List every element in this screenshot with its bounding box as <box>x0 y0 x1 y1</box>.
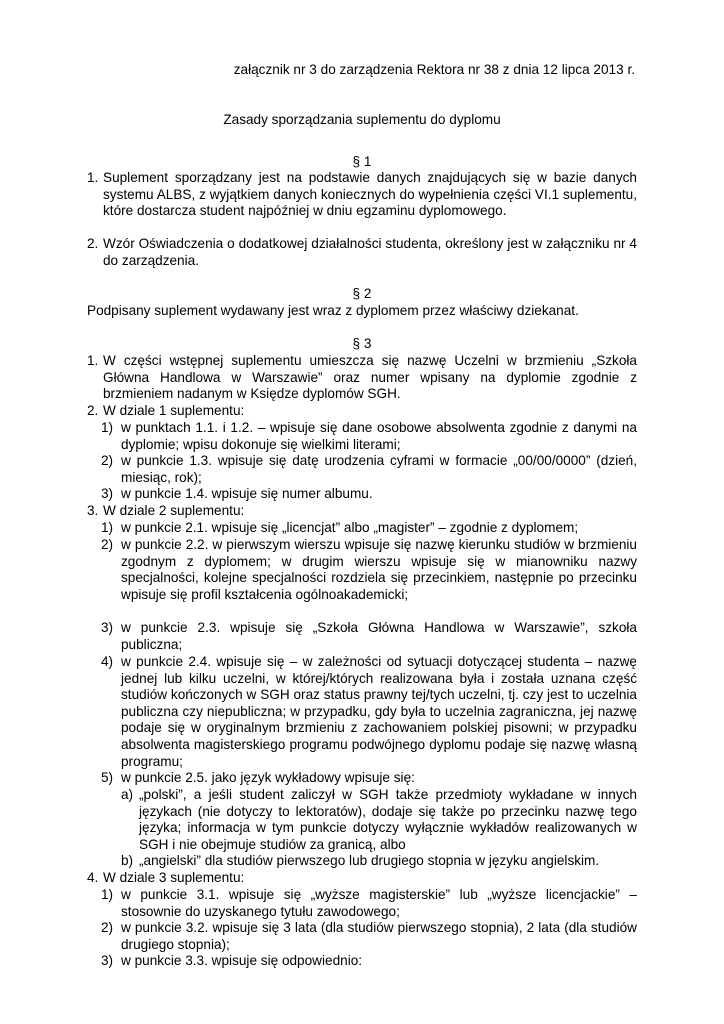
section-2-text: Podpisany suplement wydawany jest wraz z dyplomem przez właściwy dziekanat. <box>87 303 579 318</box>
subitem-number: 1) <box>101 420 114 435</box>
subitem-text: w punkcie 3.3. wpisuje się odpowiednio: <box>121 953 363 968</box>
subitem-text: w punkcie 2.4. wpisuje się – w zależności od sytuacji dotyczącej studenta – nazwę jednej lub kilku uczelni, w której/których realizowana była i została uznana część studiów kończonych w SGH oraz status prawny tej/tych uczelni, tj. czy jest to uczelnia publiczna czy niepubliczna; w przypadku, gdy była to uczelnia zagraniczna, jej nazwę podaje się w oryginalnym brzmieniu z zachowaniem polskiej pisowni; w przypadku absolwenta magisterskiego programu podwójnego dyplomu podaje się nazwę własną programu; <box>121 654 637 769</box>
subitem-number: 4) <box>101 654 114 669</box>
item-number: 4. <box>87 870 99 885</box>
subitem-number: 5) <box>101 770 114 785</box>
subitem-number: 2) <box>101 920 114 935</box>
item-text: W dziale 1 suplementu: <box>103 403 245 418</box>
item-number: 2. <box>87 403 99 418</box>
subitem-text: w punktach 1.1. i 1.2. – wpisuje się dane osobowe absolwenta zgodnie z danymi na dyplomie; wpisu dokonuje się wielkimi literami; <box>121 420 637 452</box>
subitem-text: w punkcie 2.2. w pierwszym wierszu wpisuje się nazwę kierunku studiów w brzmieniu zgodnym z dyplomem; w drugim wierszu wpisuje się w mianowniku nazwy specjalności, kolejne specjalności rozdziela się przecinkiem, następnie po przecinku wpisuje się profil kształcenia ogólnoakademicki; <box>121 537 637 602</box>
item-text: Wzór Oświadczenia o dodatkowej działalności studenta, określony jest w załączniku nr 4 do zarządzenia. <box>103 236 637 268</box>
section-1-heading: § 1 <box>352 154 372 169</box>
item-number: 1. <box>87 170 99 185</box>
item-text: W dziale 2 suplementu: <box>103 503 245 518</box>
subitem-number: 1) <box>101 887 114 902</box>
subitem-text: w punkcie 1.3. wpisuje się datę urodzenia cyframi w formacie „00/00/0000” (dzień, miesiąc, rok); <box>121 453 637 485</box>
item-text: W dziale 3 suplementu: <box>103 870 245 885</box>
subsubitem-letter: b) <box>121 853 134 868</box>
subitem-text: w punkcie 3.1. wpisuje się „wyższe magisterskie” lub „wyższe licencjackie” – stosownie do uzyskanego tytułu zawodowego; <box>121 887 637 919</box>
subsubitem-text: „angielski” dla studiów pierwszego lub drugiego stopnia w języku angielskim. <box>139 853 600 868</box>
annex-reference: załącznik nr 3 do zarządzenia Rektora nr 38 z dnia 12 lipca 2013 r. <box>233 62 635 77</box>
subitem-text: w punkcie 2.1. wpisuje się „licencjat” albo „magister” – zgodnie z dyplomem; <box>121 520 579 535</box>
item-text: W części wstępnej suplementu umieszcza się nazwę Uczelni w brzmieniu „Szkoła Główna Handlowa w Warszawie” oraz numer wpisany na dyplomie zgodnie z brzmieniem nadanym w Księdze dyplomów SGH. <box>103 353 637 402</box>
subitem-number: 3) <box>101 953 114 968</box>
item-number: 3. <box>87 503 99 518</box>
item-number: 1. <box>87 353 99 368</box>
subitem-number: 1) <box>101 520 114 535</box>
subitem-number: 2) <box>101 537 114 552</box>
subitem-number: 3) <box>101 486 114 501</box>
subitem-text: w punkcie 2.5. jako język wykładowy wpisuje się: <box>121 770 415 785</box>
item-text: Suplement sporządzany jest na podstawie danych znajdujących się w bazie danych systemu ALBS, z wyjątkiem danych koniecznych do wypełnienia części VI.1 suplementu, które dostarcza student najpóźniej w dniu egzaminu dyplomowego. <box>103 170 637 219</box>
subsubitem-letter: a) <box>121 787 134 802</box>
document-title: Zasady sporządzania suplementu do dyplomu <box>223 112 501 127</box>
subitem-text: w punkcie 1.4. wpisuje się numer albumu. <box>121 486 373 501</box>
subitem-text: w punkcie 3.2. wpisuje się 3 lata (dla studiów pierwszego stopnia), 2 lata (dla studiów drugiego stopnia); <box>121 920 637 952</box>
item-number: 2. <box>87 236 99 251</box>
section-2-heading: § 2 <box>352 286 372 301</box>
section-3-heading: § 3 <box>352 336 372 351</box>
subitem-number: 3) <box>101 620 114 635</box>
subitem-text: w punkcie 2.3. wpisuje się „Szkoła Główna Handlowa w Warszawie”, szkoła publiczna; <box>121 620 637 652</box>
subsubitem-text: „polski”, a jeśli student zaliczył w SGH także przedmioty wykładane w innych językach (nie dotyczy to lektoratów), dodaje się także po przecinku nazwę tego języka; informacja w tym punkcie dotyczy wyłącznie wykładów realizowanych w SGH i nie obejmuje studiów za granicą, albo <box>139 787 637 852</box>
subitem-number: 2) <box>101 453 114 468</box>
